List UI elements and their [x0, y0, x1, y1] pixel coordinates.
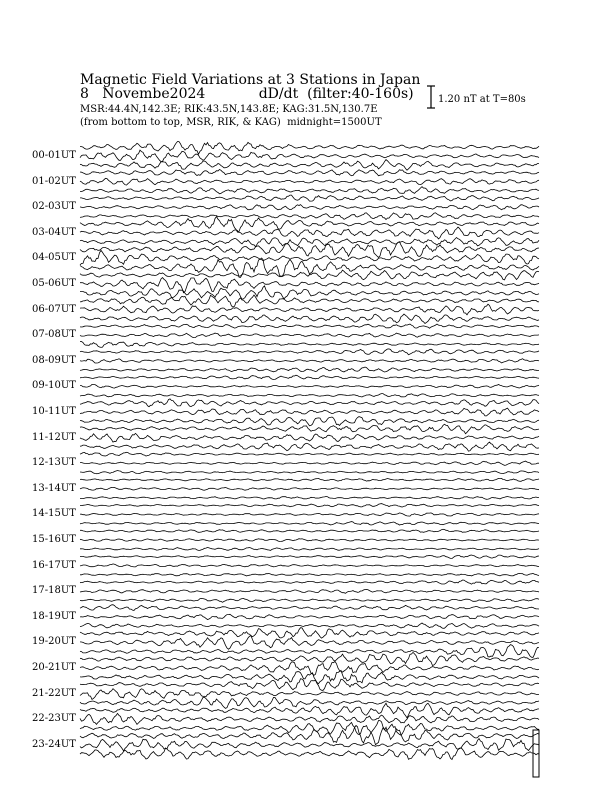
- midnight-note: midnight=1500UT: [287, 117, 382, 128]
- trace-rik: [80, 564, 539, 567]
- trace-kag: [80, 605, 539, 611]
- trace-rik: [80, 636, 539, 650]
- hour-row-label: 01-02UT: [32, 175, 76, 187]
- trace-kag: [80, 529, 539, 532]
- trace-rik: [80, 689, 539, 700]
- trace-msr: [80, 471, 539, 474]
- trace-kag: [80, 504, 539, 507]
- trace-msr: [80, 497, 539, 500]
- trace-rik: [80, 333, 539, 338]
- hour-row-label: 16-17UT: [32, 559, 76, 571]
- trace-kag: [80, 217, 539, 233]
- hour-row-label: 22-23UT: [32, 713, 76, 725]
- order-text: (from bottom to top, MSR, RIK, & KAG): [80, 117, 281, 128]
- trace-rik: [80, 661, 539, 675]
- date-month-year: Novembe2024: [102, 86, 206, 102]
- trace-msr: [80, 721, 539, 736]
- trace-rik: [80, 408, 539, 416]
- trace-kag: [80, 452, 539, 456]
- hour-row-label: 14-15UT: [32, 508, 76, 520]
- trace-rik: [80, 178, 539, 185]
- trace-rik: [80, 487, 539, 490]
- hour-row-label: 09-10UT: [32, 380, 76, 392]
- hour-row-label: 15-16UT: [32, 534, 76, 545]
- hour-row-label: 08-09UT: [32, 354, 76, 366]
- trace-group: [80, 142, 539, 760]
- trace-kag: [80, 195, 539, 201]
- trace-rik: [80, 384, 539, 388]
- trace-msr: [80, 547, 539, 550]
- trace-rik: [80, 513, 539, 516]
- hour-row-label: 03-04UT: [32, 226, 76, 238]
- date-day: 8: [80, 86, 89, 102]
- trace-kag: [80, 242, 539, 258]
- trace-kag: [80, 170, 539, 176]
- trace-msr: [80, 598, 539, 602]
- trace-msr: [80, 573, 539, 576]
- trace-rik: [80, 539, 539, 542]
- trace-msr: [80, 670, 539, 683]
- hour-row-label: 06-07UT: [32, 303, 76, 315]
- trace-rik: [80, 614, 539, 619]
- trace-kag: [80, 703, 539, 718]
- trace-kag: [80, 375, 539, 379]
- trace-msr: [80, 342, 539, 348]
- trace-kag: [80, 679, 539, 691]
- chart-title: Magnetic Field Variations at 3 Stations in Japan: [80, 72, 421, 88]
- hour-row-label: 20-21UT: [32, 662, 76, 673]
- trace-rik: [80, 713, 539, 724]
- trace-msr: [80, 417, 539, 426]
- hour-row-label: 13-14UT: [32, 482, 76, 494]
- trace-kag: [80, 580, 539, 584]
- trace-msr: [80, 286, 539, 299]
- filter-label: (filter:40-160s): [307, 86, 414, 102]
- trace-rik: [80, 589, 539, 593]
- trace-msr: [80, 442, 539, 451]
- trace-rik: [80, 359, 539, 363]
- trace-msr: [80, 238, 539, 247]
- trace-kag: [80, 628, 539, 638]
- hour-row-label: 21-22UT: [32, 687, 76, 699]
- hour-row-label: 23-24UT: [32, 738, 76, 750]
- scale-bar-label: 1.20 nT at T=80s: [438, 94, 526, 105]
- trace-kag: [80, 726, 539, 745]
- hour-row-label: 19-20UT: [32, 636, 76, 648]
- trace-kag: [80, 270, 539, 280]
- trace-kag: [80, 142, 539, 155]
- trace-kag: [80, 555, 539, 559]
- trace-msr: [80, 160, 539, 171]
- hour-row-label: 04-05UT: [32, 252, 76, 264]
- trace-rik: [80, 461, 539, 465]
- trace-kag: [80, 324, 539, 328]
- trace-msr: [80, 394, 539, 397]
- hour-row-label: 02-03UT: [32, 201, 76, 213]
- trace-msr: [80, 367, 539, 372]
- hour-row-label: 11-12UT: [32, 431, 76, 443]
- trace-kag: [80, 652, 539, 665]
- hour-row-label: 05-06UT: [32, 278, 76, 289]
- hour-row-label: 00-01UT: [32, 150, 76, 161]
- trace-rik: [80, 150, 539, 162]
- hour-row-label: 17-18UT: [32, 585, 76, 597]
- trace-kag: [80, 295, 539, 307]
- trace-rik: [80, 278, 539, 293]
- trace-msr: [80, 314, 539, 323]
- trace-msr: [80, 522, 539, 525]
- hour-row-label: 12-13UT: [32, 457, 76, 469]
- trace-msr: [80, 748, 539, 760]
- quantity-label: dD/dt: [258, 86, 299, 102]
- trace-msr: [80, 623, 539, 628]
- scale-bar: [427, 86, 435, 108]
- hour-row-label: 07-08UT: [32, 329, 76, 341]
- trace-kag: [80, 399, 539, 407]
- trace-rik: [80, 227, 539, 239]
- trace-rik: [80, 433, 539, 442]
- trace-kag: [80, 349, 539, 355]
- trace-rik: [80, 250, 539, 265]
- trace-rik: [80, 739, 539, 751]
- trace-msr: [80, 213, 539, 220]
- hour-row-label: 10-11UT: [32, 406, 76, 417]
- trace-kag: [80, 478, 539, 481]
- trace-rik: [80, 205, 539, 210]
- trace-msr: [80, 645, 539, 658]
- trace-msr: [80, 187, 539, 194]
- hour-row-label: 18-19UT: [32, 610, 76, 622]
- trace-msr: [80, 697, 539, 708]
- trace-rik: [80, 304, 539, 315]
- station-coordinates: MSR:44.4N,142.3E; RIK:43.5N,143.8E; KAG:31.5N,130.7E: [80, 104, 378, 115]
